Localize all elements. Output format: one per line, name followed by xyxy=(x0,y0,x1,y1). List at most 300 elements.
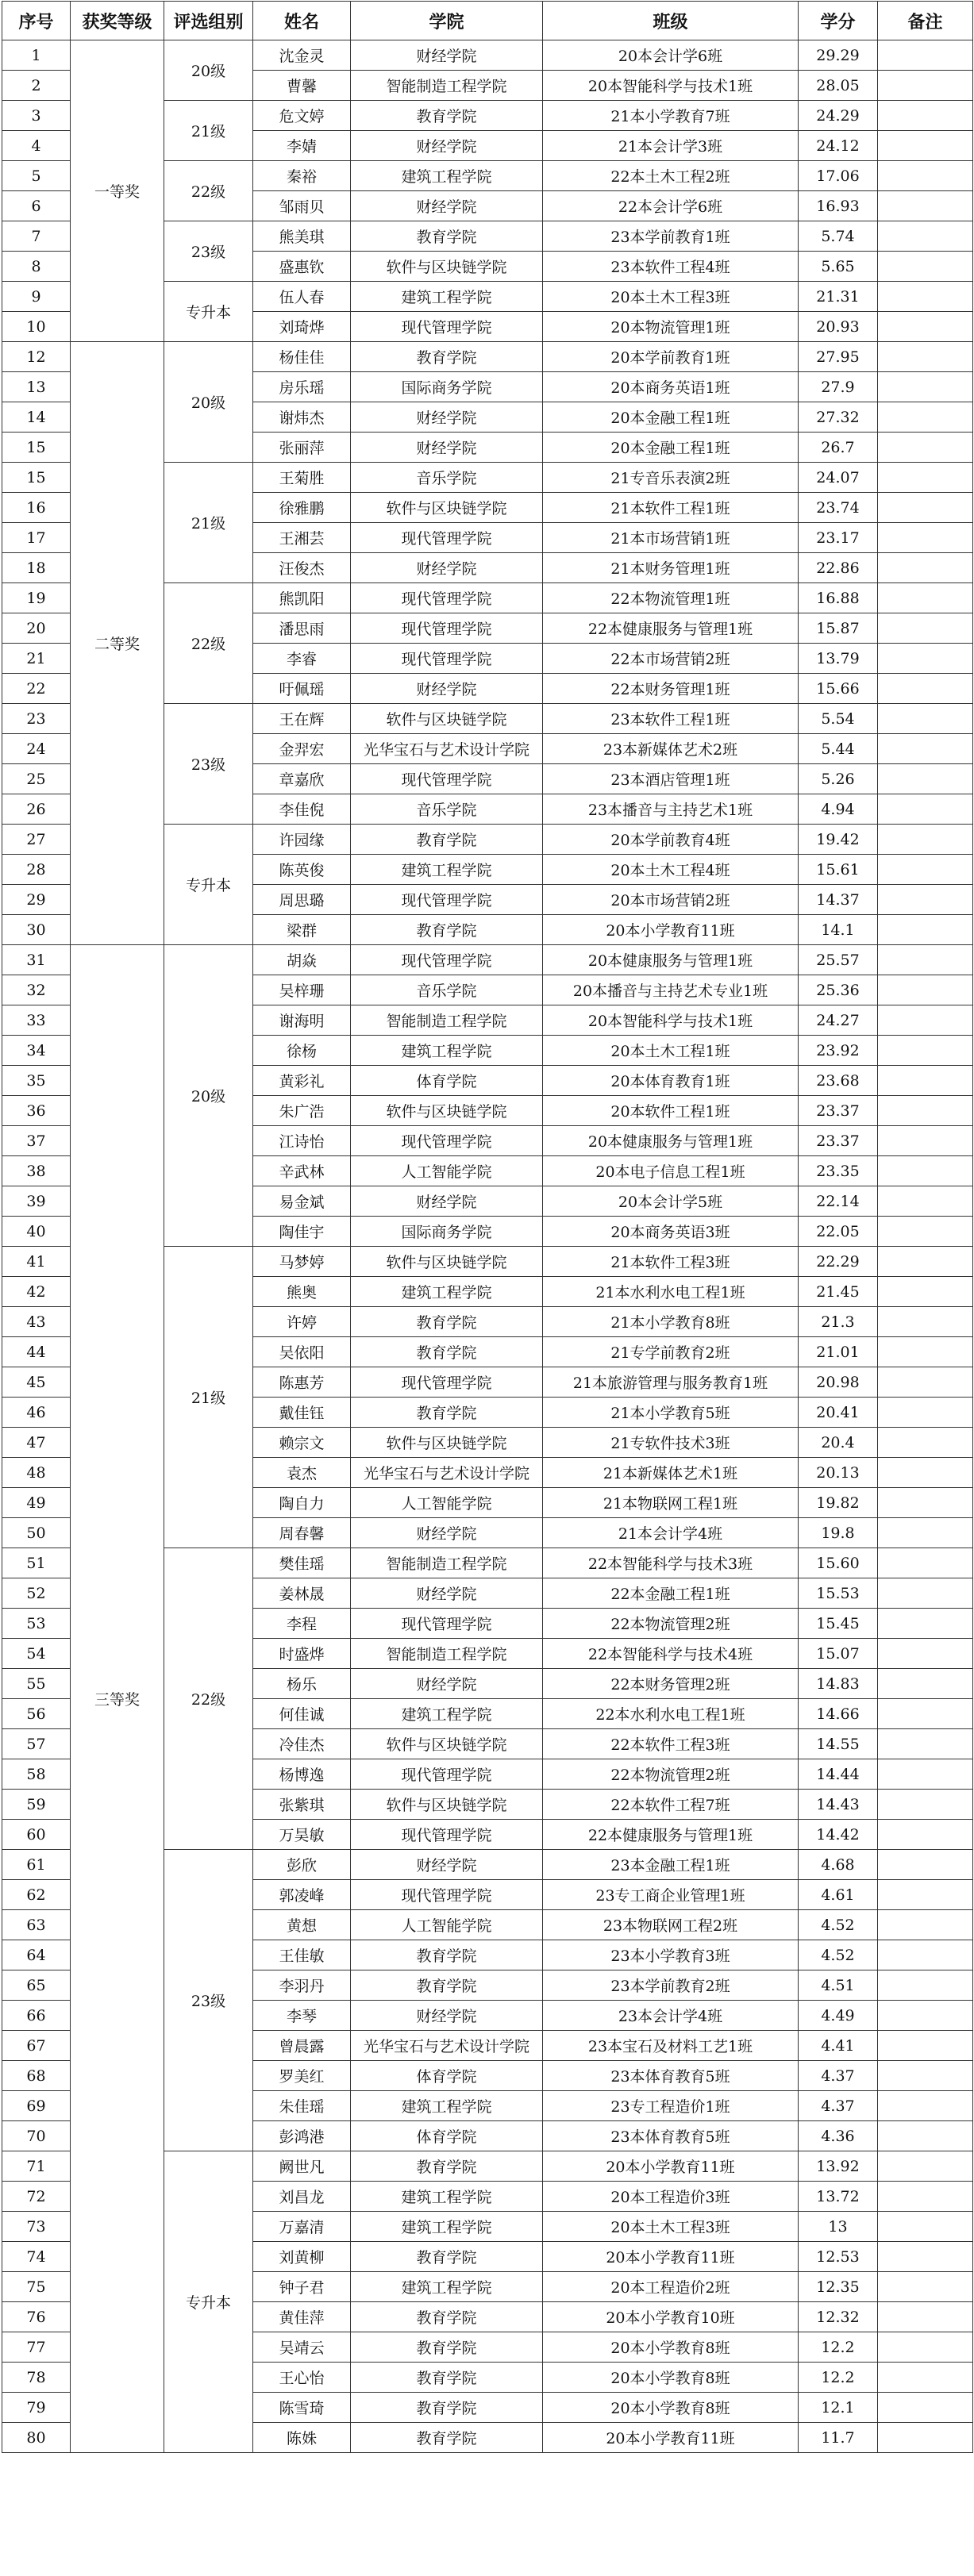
college-cell: 教育学院 xyxy=(351,1940,543,1970)
serial-cell: 52 xyxy=(2,1578,71,1609)
remarks-cell xyxy=(878,1398,973,1428)
credits-cell: 4.94 xyxy=(799,794,878,825)
name-cell: 李羽丹 xyxy=(253,1970,351,2001)
serial-cell: 67 xyxy=(2,2031,71,2061)
awards-table xyxy=(2,1,973,2453)
class-cell: 21本小学教育8班 xyxy=(543,1307,799,1337)
class-cell: 21本旅游管理与服务教育1班 xyxy=(543,1367,799,1398)
remarks-cell xyxy=(878,1940,973,1970)
serial-cell: 38 xyxy=(2,1156,71,1186)
remarks-cell xyxy=(878,2061,973,2091)
college-cell: 教育学院 xyxy=(351,2332,543,2363)
college-cell: 财经学院 xyxy=(351,1186,543,1217)
college-cell: 软件与区块链学院 xyxy=(351,493,543,523)
remarks-cell xyxy=(878,1337,973,1367)
group-cell: 21级 xyxy=(164,101,253,161)
name-cell: 刘琦烨 xyxy=(253,312,351,342)
college-cell: 建筑工程学院 xyxy=(351,2272,543,2302)
serial-cell: 54 xyxy=(2,1639,71,1669)
class-cell: 20本小学教育8班 xyxy=(543,2332,799,2363)
table-body xyxy=(2,40,973,2453)
college-cell: 光华宝石与艺术设计学院 xyxy=(351,1458,543,1488)
name-cell: 江诗怡 xyxy=(253,1126,351,1156)
credits-cell: 4.49 xyxy=(799,2001,878,2031)
credits-cell: 4.41 xyxy=(799,2031,878,2061)
class-cell: 20本小学教育8班 xyxy=(543,2393,799,2423)
serial-cell: 4 xyxy=(2,131,71,161)
credits-cell: 15.45 xyxy=(799,1609,878,1639)
college-cell: 建筑工程学院 xyxy=(351,1036,543,1066)
remarks-cell xyxy=(878,1729,973,1759)
name-cell: 金羿宏 xyxy=(253,734,351,764)
serial-cell: 47 xyxy=(2,1428,71,1458)
remarks-cell xyxy=(878,1247,973,1277)
name-cell: 彭鸿港 xyxy=(253,2121,351,2151)
name-cell: 徐雅鹏 xyxy=(253,493,351,523)
serial-cell: 34 xyxy=(2,1036,71,1066)
credits-cell: 23.74 xyxy=(799,493,878,523)
college-cell: 建筑工程学院 xyxy=(351,2212,543,2242)
college-cell: 教育学院 xyxy=(351,1398,543,1428)
name-cell: 朱佳瑶 xyxy=(253,2091,351,2121)
class-cell: 20本电子信息工程1班 xyxy=(543,1156,799,1186)
name-cell: 刘黄柳 xyxy=(253,2242,351,2272)
name-cell: 何佳诚 xyxy=(253,1699,351,1729)
remarks-cell xyxy=(878,1790,973,1820)
award-level-cell: 三等奖 xyxy=(71,945,164,2453)
college-cell: 建筑工程学院 xyxy=(351,1277,543,1307)
name-cell: 杨佳佳 xyxy=(253,342,351,372)
college-cell: 软件与区块链学院 xyxy=(351,1790,543,1820)
remarks-cell xyxy=(878,131,973,161)
serial-cell: 37 xyxy=(2,1126,71,1156)
remarks-cell xyxy=(878,433,973,463)
remarks-cell xyxy=(878,71,973,101)
serial-cell: 41 xyxy=(2,1247,71,1277)
credits-cell: 24.07 xyxy=(799,463,878,493)
class-cell: 20本健康服务与管理1班 xyxy=(543,1126,799,1156)
class-cell: 20本小学教育11班 xyxy=(543,2242,799,2272)
name-cell: 张紫琪 xyxy=(253,1790,351,1820)
credits-cell: 19.42 xyxy=(799,825,878,855)
credits-cell: 14.83 xyxy=(799,1669,878,1699)
table-row xyxy=(2,945,973,975)
name-cell: 王菊胜 xyxy=(253,463,351,493)
credits-cell: 15.60 xyxy=(799,1548,878,1578)
class-cell: 20本金融工程1班 xyxy=(543,402,799,433)
remarks-cell xyxy=(878,1217,973,1247)
name-cell: 熊凯阳 xyxy=(253,583,351,613)
name-cell: 秦裕 xyxy=(253,161,351,191)
header-college: 学院 xyxy=(351,2,543,40)
serial-cell: 9 xyxy=(2,282,71,312)
class-cell: 21本水利水电工程1班 xyxy=(543,1277,799,1307)
credits-cell: 28.05 xyxy=(799,71,878,101)
credits-cell: 13.72 xyxy=(799,2182,878,2212)
class-cell: 20本土木工程3班 xyxy=(543,282,799,312)
remarks-cell xyxy=(878,2182,973,2212)
name-cell: 万昊敏 xyxy=(253,1820,351,1850)
header-name: 姓名 xyxy=(253,2,351,40)
remarks-cell xyxy=(878,1699,973,1729)
credits-cell: 12.35 xyxy=(799,2272,878,2302)
group-cell: 专升本 xyxy=(164,825,253,945)
name-cell: 曹馨 xyxy=(253,71,351,101)
name-cell: 杨博逸 xyxy=(253,1759,351,1790)
name-cell: 熊美琪 xyxy=(253,221,351,252)
remarks-cell xyxy=(878,312,973,342)
serial-cell: 49 xyxy=(2,1488,71,1518)
class-cell: 23本金融工程1班 xyxy=(543,1850,799,1880)
credits-cell: 23.35 xyxy=(799,1156,878,1186)
credits-cell: 5.74 xyxy=(799,221,878,252)
college-cell: 财经学院 xyxy=(351,131,543,161)
credits-cell: 14.66 xyxy=(799,1699,878,1729)
award-level-cell: 二等奖 xyxy=(71,342,164,945)
serial-cell: 2 xyxy=(2,71,71,101)
credits-cell: 24.27 xyxy=(799,1005,878,1036)
name-cell: 吁佩瑶 xyxy=(253,674,351,704)
serial-cell: 61 xyxy=(2,1850,71,1880)
name-cell: 危文婷 xyxy=(253,101,351,131)
remarks-cell xyxy=(878,402,973,433)
college-cell: 教育学院 xyxy=(351,101,543,131)
remarks-cell xyxy=(878,704,973,734)
college-cell: 人工智能学院 xyxy=(351,1156,543,1186)
serial-cell: 3 xyxy=(2,101,71,131)
credits-cell: 13.79 xyxy=(799,644,878,674)
remarks-cell xyxy=(878,855,973,885)
remarks-cell xyxy=(878,1186,973,1217)
credits-cell: 5.65 xyxy=(799,252,878,282)
serial-cell: 55 xyxy=(2,1669,71,1699)
class-cell: 20本会计学6班 xyxy=(543,40,799,71)
serial-cell: 23 xyxy=(2,704,71,734)
name-cell: 周春馨 xyxy=(253,1518,351,1548)
serial-cell: 35 xyxy=(2,1066,71,1096)
remarks-cell xyxy=(878,1005,973,1036)
credits-cell: 14.37 xyxy=(799,885,878,915)
serial-cell: 56 xyxy=(2,1699,71,1729)
serial-cell: 76 xyxy=(2,2302,71,2332)
group-cell: 20级 xyxy=(164,40,253,101)
serial-cell: 80 xyxy=(2,2423,71,2453)
credits-cell: 23.17 xyxy=(799,523,878,553)
remarks-cell xyxy=(878,674,973,704)
college-cell: 财经学院 xyxy=(351,674,543,704)
college-cell: 体育学院 xyxy=(351,2121,543,2151)
college-cell: 财经学院 xyxy=(351,2001,543,2031)
remarks-cell xyxy=(878,2393,973,2423)
class-cell: 20本小学教育10班 xyxy=(543,2302,799,2332)
college-cell: 财经学院 xyxy=(351,1578,543,1609)
college-cell: 教育学院 xyxy=(351,915,543,945)
class-cell: 22本软件工程3班 xyxy=(543,1729,799,1759)
college-cell: 现代管理学院 xyxy=(351,1367,543,1398)
remarks-cell xyxy=(878,1910,973,1940)
serial-cell: 16 xyxy=(2,493,71,523)
remarks-cell xyxy=(878,2242,973,2272)
college-cell: 财经学院 xyxy=(351,40,543,71)
credits-cell: 14.44 xyxy=(799,1759,878,1790)
remarks-cell xyxy=(878,161,973,191)
name-cell: 沈金灵 xyxy=(253,40,351,71)
name-cell: 许园缘 xyxy=(253,825,351,855)
credits-cell: 15.07 xyxy=(799,1639,878,1669)
serial-cell: 24 xyxy=(2,734,71,764)
remarks-cell xyxy=(878,463,973,493)
credits-cell: 12.2 xyxy=(799,2363,878,2393)
class-cell: 22本市场营销2班 xyxy=(543,644,799,674)
serial-cell: 31 xyxy=(2,945,71,975)
college-cell: 现代管理学院 xyxy=(351,885,543,915)
remarks-cell xyxy=(878,1970,973,2001)
name-cell: 陶佳宇 xyxy=(253,1217,351,1247)
class-cell: 20本土木工程4班 xyxy=(543,855,799,885)
class-cell: 22本软件工程7班 xyxy=(543,1790,799,1820)
serial-cell: 64 xyxy=(2,1940,71,1970)
remarks-cell xyxy=(878,1880,973,1910)
class-cell: 22本财务管理2班 xyxy=(543,1669,799,1699)
class-cell: 20本体育教育1班 xyxy=(543,1066,799,1096)
credits-cell: 4.37 xyxy=(799,2061,878,2091)
class-cell: 21本新媒体艺术1班 xyxy=(543,1458,799,1488)
remarks-cell xyxy=(878,1548,973,1578)
serial-cell: 79 xyxy=(2,2393,71,2423)
serial-cell: 1 xyxy=(2,40,71,71)
remarks-cell xyxy=(878,1428,973,1458)
class-cell: 22本金融工程1班 xyxy=(543,1578,799,1609)
group-cell: 22级 xyxy=(164,1548,253,1850)
class-cell: 22本会计学6班 xyxy=(543,191,799,221)
college-cell: 建筑工程学院 xyxy=(351,282,543,312)
serial-cell: 36 xyxy=(2,1096,71,1126)
serial-cell: 68 xyxy=(2,2061,71,2091)
class-cell: 20本工程造价3班 xyxy=(543,2182,799,2212)
class-cell: 23本酒店管理1班 xyxy=(543,764,799,794)
class-cell: 21专学前教育2班 xyxy=(543,1337,799,1367)
class-cell: 20本土木工程1班 xyxy=(543,1036,799,1066)
header-serial: 序号 xyxy=(2,2,71,40)
credits-cell: 25.36 xyxy=(799,975,878,1005)
name-cell: 盛惠钦 xyxy=(253,252,351,282)
name-cell: 彭欣 xyxy=(253,1850,351,1880)
credits-cell: 23.37 xyxy=(799,1126,878,1156)
remarks-cell xyxy=(878,2121,973,2151)
class-cell: 22本智能科学与技术3班 xyxy=(543,1548,799,1578)
serial-cell: 21 xyxy=(2,644,71,674)
serial-cell: 44 xyxy=(2,1337,71,1367)
remarks-cell xyxy=(878,2212,973,2242)
name-cell: 樊佳瑶 xyxy=(253,1548,351,1578)
credits-cell: 22.14 xyxy=(799,1186,878,1217)
remarks-cell xyxy=(878,221,973,252)
credits-cell: 25.57 xyxy=(799,945,878,975)
college-cell: 现代管理学院 xyxy=(351,613,543,644)
serial-cell: 42 xyxy=(2,1277,71,1307)
serial-cell: 6 xyxy=(2,191,71,221)
class-cell: 21本市场营销1班 xyxy=(543,523,799,553)
class-cell: 22本健康服务与管理1班 xyxy=(543,1820,799,1850)
class-cell: 21本财务管理1班 xyxy=(543,553,799,583)
college-cell: 软件与区块链学院 xyxy=(351,1729,543,1759)
serial-cell: 46 xyxy=(2,1398,71,1428)
class-cell: 20本商务英语3班 xyxy=(543,1217,799,1247)
name-cell: 汪俊杰 xyxy=(253,553,351,583)
college-cell: 教育学院 xyxy=(351,1337,543,1367)
serial-cell: 45 xyxy=(2,1367,71,1398)
name-cell: 刘昌龙 xyxy=(253,2182,351,2212)
remarks-cell xyxy=(878,794,973,825)
remarks-cell xyxy=(878,553,973,583)
college-cell: 智能制造工程学院 xyxy=(351,1005,543,1036)
college-cell: 建筑工程学院 xyxy=(351,855,543,885)
remarks-cell xyxy=(878,1578,973,1609)
name-cell: 王在辉 xyxy=(253,704,351,734)
serial-cell: 57 xyxy=(2,1729,71,1759)
name-cell: 冷佳杰 xyxy=(253,1729,351,1759)
name-cell: 朱广浩 xyxy=(253,1096,351,1126)
credits-cell: 4.61 xyxy=(799,1880,878,1910)
college-cell: 建筑工程学院 xyxy=(351,161,543,191)
credits-cell: 14.42 xyxy=(799,1820,878,1850)
table-row xyxy=(2,342,973,372)
serial-cell: 17 xyxy=(2,523,71,553)
class-cell: 21专音乐表演2班 xyxy=(543,463,799,493)
serial-cell: 62 xyxy=(2,1880,71,1910)
college-cell: 教育学院 xyxy=(351,825,543,855)
class-cell: 20本工程造价2班 xyxy=(543,2272,799,2302)
college-cell: 现代管理学院 xyxy=(351,644,543,674)
college-cell: 现代管理学院 xyxy=(351,1609,543,1639)
name-cell: 袁杰 xyxy=(253,1458,351,1488)
credits-cell: 21.01 xyxy=(799,1337,878,1367)
name-cell: 谢炜杰 xyxy=(253,402,351,433)
header-remarks: 备注 xyxy=(878,2,973,40)
class-cell: 21本物联网工程1班 xyxy=(543,1488,799,1518)
class-cell: 21本会计学3班 xyxy=(543,131,799,161)
header-row xyxy=(2,2,973,40)
serial-cell: 70 xyxy=(2,2121,71,2151)
name-cell: 王佳敏 xyxy=(253,1940,351,1970)
credits-cell: 22.29 xyxy=(799,1247,878,1277)
remarks-cell xyxy=(878,885,973,915)
remarks-cell xyxy=(878,1609,973,1639)
serial-cell: 14 xyxy=(2,402,71,433)
credits-cell: 5.44 xyxy=(799,734,878,764)
remarks-cell xyxy=(878,2423,973,2453)
college-cell: 建筑工程学院 xyxy=(351,2182,543,2212)
name-cell: 阙世凡 xyxy=(253,2151,351,2182)
name-cell: 马梦婷 xyxy=(253,1247,351,1277)
class-cell: 22本财务管理1班 xyxy=(543,674,799,704)
credits-cell: 4.51 xyxy=(799,1970,878,2001)
remarks-cell xyxy=(878,975,973,1005)
college-cell: 音乐学院 xyxy=(351,975,543,1005)
remarks-cell xyxy=(878,1669,973,1699)
name-cell: 曾晨露 xyxy=(253,2031,351,2061)
name-cell: 万嘉清 xyxy=(253,2212,351,2242)
serial-cell: 78 xyxy=(2,2363,71,2393)
remarks-cell xyxy=(878,372,973,402)
serial-cell: 32 xyxy=(2,975,71,1005)
class-cell: 22本物流管理2班 xyxy=(543,1759,799,1790)
class-cell: 23本物联网工程2班 xyxy=(543,1910,799,1940)
serial-cell: 50 xyxy=(2,1518,71,1548)
serial-cell: 7 xyxy=(2,221,71,252)
group-cell: 专升本 xyxy=(164,282,253,342)
credits-cell: 11.7 xyxy=(799,2423,878,2453)
credits-cell: 14.1 xyxy=(799,915,878,945)
name-cell: 杨乐 xyxy=(253,1669,351,1699)
name-cell: 章嘉欣 xyxy=(253,764,351,794)
serial-cell: 74 xyxy=(2,2242,71,2272)
name-cell: 陈英俊 xyxy=(253,855,351,885)
name-cell: 徐杨 xyxy=(253,1036,351,1066)
remarks-cell xyxy=(878,1156,973,1186)
credits-cell: 16.93 xyxy=(799,191,878,221)
serial-cell: 19 xyxy=(2,583,71,613)
class-cell: 23本播音与主持艺术1班 xyxy=(543,794,799,825)
college-cell: 人工智能学院 xyxy=(351,1910,543,1940)
serial-cell: 59 xyxy=(2,1790,71,1820)
credits-cell: 14.43 xyxy=(799,1790,878,1820)
credits-cell: 12.32 xyxy=(799,2302,878,2332)
class-cell: 20本小学教育11班 xyxy=(543,2151,799,2182)
serial-cell: 29 xyxy=(2,885,71,915)
credits-cell: 29.29 xyxy=(799,40,878,71)
class-cell: 23本体育教育5班 xyxy=(543,2121,799,2151)
college-cell: 教育学院 xyxy=(351,2302,543,2332)
class-cell: 22本健康服务与管理1班 xyxy=(543,613,799,644)
class-cell: 20本软件工程1班 xyxy=(543,1096,799,1126)
class-cell: 20本物流管理1班 xyxy=(543,312,799,342)
serial-cell: 73 xyxy=(2,2212,71,2242)
college-cell: 现代管理学院 xyxy=(351,523,543,553)
serial-cell: 48 xyxy=(2,1458,71,1488)
class-cell: 20本智能科学与技术1班 xyxy=(543,71,799,101)
remarks-cell xyxy=(878,1277,973,1307)
college-cell: 教育学院 xyxy=(351,2363,543,2393)
class-cell: 21专软件技术3班 xyxy=(543,1428,799,1458)
name-cell: 黄彩礼 xyxy=(253,1066,351,1096)
college-cell: 现代管理学院 xyxy=(351,583,543,613)
college-cell: 智能制造工程学院 xyxy=(351,1639,543,1669)
remarks-cell xyxy=(878,644,973,674)
class-cell: 23本软件工程1班 xyxy=(543,704,799,734)
class-cell: 20本学前教育4班 xyxy=(543,825,799,855)
remarks-cell xyxy=(878,2151,973,2182)
name-cell: 易金斌 xyxy=(253,1186,351,1217)
header-class: 班级 xyxy=(543,2,799,40)
college-cell: 财经学院 xyxy=(351,553,543,583)
class-cell: 20本小学教育8班 xyxy=(543,2363,799,2393)
serial-cell: 8 xyxy=(2,252,71,282)
class-cell: 23本宝石及材料工艺1班 xyxy=(543,2031,799,2061)
serial-cell: 66 xyxy=(2,2001,71,2031)
serial-cell: 63 xyxy=(2,1910,71,1940)
serial-cell: 75 xyxy=(2,2272,71,2302)
credits-cell: 22.86 xyxy=(799,553,878,583)
serial-cell: 5 xyxy=(2,161,71,191)
class-cell: 23本新媒体艺术2班 xyxy=(543,734,799,764)
credits-cell: 4.68 xyxy=(799,1850,878,1880)
serial-cell: 22 xyxy=(2,674,71,704)
college-cell: 建筑工程学院 xyxy=(351,1699,543,1729)
remarks-cell xyxy=(878,2031,973,2061)
credits-cell: 12.53 xyxy=(799,2242,878,2272)
group-cell: 专升本 xyxy=(164,2151,253,2453)
